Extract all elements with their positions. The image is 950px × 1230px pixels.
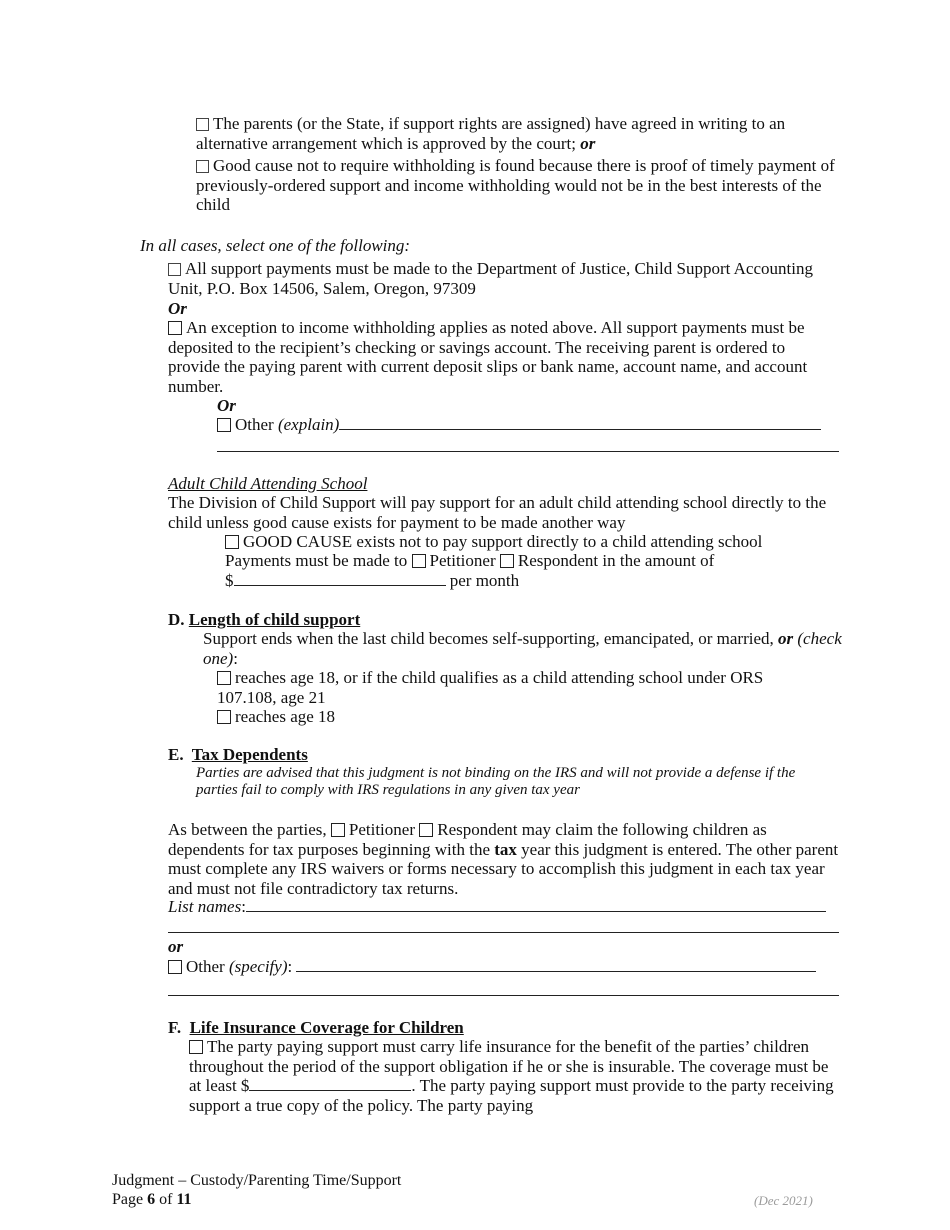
section-d-text <box>203 629 843 668</box>
tax-word: tax <box>494 839 517 859</box>
section-d-letter: D. <box>168 610 185 629</box>
other-explain-line-2[interactable] <box>217 451 839 452</box>
section-f-text-a: The party paying support must carry life insurance for the benefit of the parties’ children throughout the period of the support obligation if he or she is insurable. The coverage must be at least $ <box>189 1037 829 1095</box>
good-cause-text: GOOD CAUSE exists not to pay support directly to a child attending school <box>243 532 763 551</box>
page-prefix: Page <box>112 1191 144 1208</box>
agreement-checkbox[interactable] <box>196 118 209 131</box>
tax-other-hint: (specify) <box>228 957 288 976</box>
adult-respondent-label: Respondent <box>517 551 599 570</box>
section-e-letter: E. <box>168 745 184 764</box>
section-d-heading <box>168 610 360 630</box>
tax-respondent-label: Respondent <box>437 820 518 839</box>
all-cases-or2: Or <box>217 396 236 415</box>
per-month: per month <box>449 571 520 590</box>
tax-petitioner-checkbox[interactable] <box>331 823 345 837</box>
tax-other-label: Other <box>186 957 225 976</box>
dollar-sign: $ <box>225 571 234 590</box>
adult-petitioner-label: Petitioner <box>429 551 496 570</box>
section-f-heading <box>168 1018 464 1038</box>
section-d-opt1-text: reaches age 18, or if the child qualifies as a child attending school under ORS 107.108, age 21 <box>217 668 764 707</box>
footer-version: (Dec 2021) <box>754 1193 813 1208</box>
payments-prefix: Payments must be made to <box>225 551 408 570</box>
footer-page <box>112 1190 192 1210</box>
adult-child-payments <box>225 551 714 571</box>
list-names-row: List names: <box>168 897 826 917</box>
amount-suffix: in the amount of <box>602 551 715 570</box>
life-insurance-checkbox[interactable] <box>189 1040 203 1054</box>
section-e-title: Tax Dependents <box>191 745 308 764</box>
section-d-check-one: (check one) <box>203 629 842 668</box>
tax-other-line-2[interactable] <box>168 995 839 996</box>
top-item1-text: The parents (or the State, if support rights are assigned) have agreed in writing to an alternative arrangement which is approved by the court; <box>196 114 786 153</box>
list-names-label: List names <box>168 897 242 916</box>
section-e-other: Other (specify): <box>168 957 816 977</box>
adult-petitioner-checkbox[interactable] <box>412 554 426 568</box>
page-number: 6 <box>147 1191 156 1208</box>
adult-child-text: The Division of Child Support will pay support for an adult child attending school directly to the child unless good cause exists for payment to be made another way <box>168 493 827 532</box>
section-e-heading <box>168 745 308 765</box>
page-of: of <box>159 1191 173 1208</box>
section-d-colon: : <box>233 648 238 668</box>
section-f-letter: F. <box>168 1018 182 1037</box>
other-hint: (explain) <box>277 415 340 434</box>
other-explain-checkbox[interactable] <box>217 418 231 432</box>
all-cases-opt2-text: An exception to income withholding applies as noted above. All support payments must be deposited to the recipient’s checking or savings account. The receiving parent is ordered to provide the paying parent with current deposit slips or bank name, account name, and account number. <box>168 318 808 396</box>
list-names-field[interactable] <box>246 897 826 912</box>
all-cases-opt1 <box>168 259 840 298</box>
tax-petitioner-label: Petitioner <box>348 820 415 839</box>
all-cases-other <box>217 415 839 435</box>
section-e-or: or <box>168 937 184 956</box>
good-cause-adult-checkbox[interactable] <box>225 535 239 549</box>
doj-payment-checkbox[interactable] <box>168 263 181 276</box>
list-names-line-2[interactable] <box>168 932 839 933</box>
tax-other-field[interactable] <box>296 957 816 972</box>
other-label: Other <box>235 415 274 434</box>
exception-deposit-checkbox[interactable] <box>168 321 182 335</box>
section-d-opt2-text: reaches age 18 <box>235 707 336 726</box>
section-d-opt1 <box>217 668 822 707</box>
adult-respondent-checkbox[interactable] <box>500 554 514 568</box>
adult-child-heading: Adult Child Attending School <box>168 474 368 493</box>
section-d-or: or <box>778 629 794 648</box>
age-21-checkbox[interactable] <box>217 671 231 685</box>
section-e-claim <box>168 820 840 898</box>
tax-other-checkbox[interactable] <box>168 960 182 974</box>
coverage-amount-field[interactable] <box>249 1076 411 1091</box>
all-cases-or1: Or <box>168 299 187 318</box>
section-f-text-b: . The party paying support must provide to the party receiving support a true copy of the policy. The party paying <box>189 1076 834 1115</box>
page-total: 11 <box>176 1191 192 1208</box>
claim-text-2: year this judgment is entered. The other parent must complete any IRS waivers or forms necessary to accomplish this judgment in each tax year and must not file contradictory tax returns. <box>168 839 839 898</box>
good-cause-withholding-checkbox[interactable] <box>196 160 209 173</box>
top-item1-or: or <box>580 133 596 153</box>
between-text: As between the parties, <box>168 820 327 839</box>
adult-child-good-cause <box>225 532 762 552</box>
top-item2-text: Good cause not to require withholding is found because there is proof of timely payment of previously-ordered support and income withholding would not be in the best interests of the child <box>196 156 835 214</box>
adult-child-amount <box>225 571 519 591</box>
section-d-main: Support ends when the last child becomes self-supporting, emancipated, or married, <box>203 629 774 648</box>
adult-amount-field[interactable] <box>234 571 446 586</box>
top-item-1 <box>196 114 840 153</box>
section-f-text <box>189 1037 837 1115</box>
footer-title: Judgment – Custody/Parenting Time/Support <box>112 1172 402 1189</box>
section-f-title: Life Insurance Coverage for Children <box>189 1018 464 1037</box>
other-explain-field[interactable] <box>339 415 821 430</box>
section-d-opt2 <box>217 707 335 727</box>
all-cases-opt2 <box>168 318 840 396</box>
all-cases-opt1-text: All support payments must be made to the Department of Justice, Child Support Accounting Unit, P.O. Box 14506, Salem, Oregon, 97309 <box>168 259 813 298</box>
tax-respondent-checkbox[interactable] <box>419 823 433 837</box>
section-e-advisory: Parties are advised that this judgment is not binding on the IRS and will not provide a defense if the parties fail to comply with IRS regulations in any given tax year <box>196 765 796 798</box>
age-18-checkbox[interactable] <box>217 710 231 724</box>
section-d-title: Length of child support <box>188 610 361 629</box>
claim-text: may claim the following children as dependents for tax purposes beginning with the <box>168 820 767 859</box>
all-cases-intro: In all cases, select one of the following: <box>140 236 411 255</box>
top-item-2 <box>196 156 840 215</box>
